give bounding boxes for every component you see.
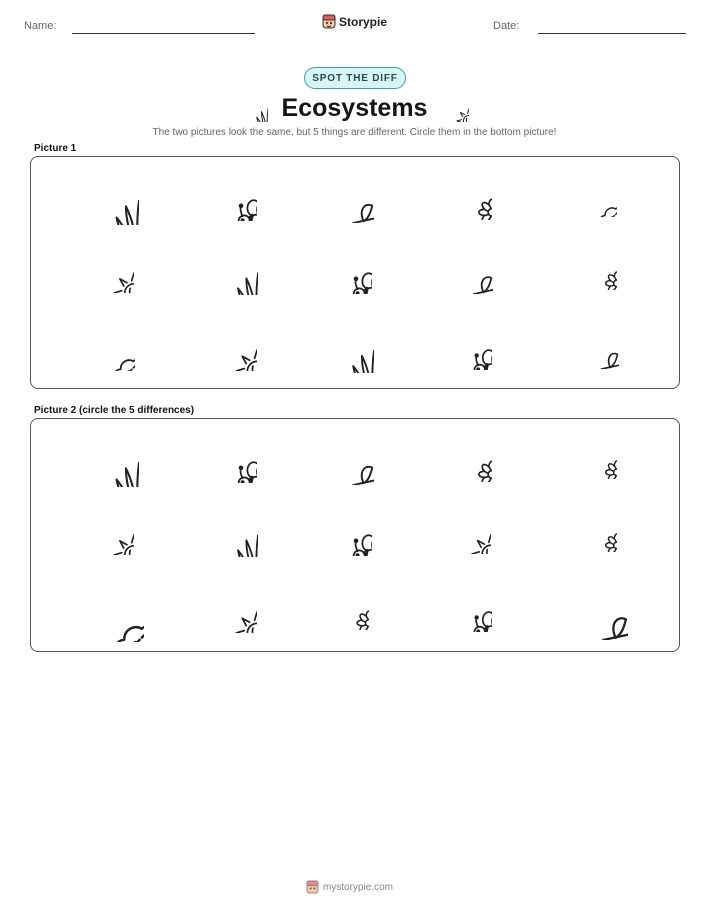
- storypie-mascot-icon: [306, 880, 319, 895]
- picture1-label: Picture 1: [34, 143, 77, 154]
- date-field[interactable]: [538, 33, 686, 34]
- bird-icon: [575, 325, 619, 369]
- flower-icon[interactable]: [327, 588, 369, 630]
- bird-icon[interactable]: [322, 433, 374, 485]
- instructions: The two pictures look the same, but 5 things are different. Circle them in the bottom picture!: [152, 127, 557, 138]
- bird-icon[interactable]: [566, 578, 628, 640]
- bee-icon[interactable]: [324, 508, 372, 556]
- bush-icon: [87, 323, 135, 371]
- flower-icon: [446, 174, 492, 220]
- name-field[interactable]: [72, 33, 255, 34]
- page-title: Ecosystems: [281, 94, 428, 122]
- sun-icon[interactable]: [447, 510, 491, 554]
- footer: [306, 880, 393, 895]
- sun-icon: [88, 247, 134, 293]
- date-label: Date:: [493, 20, 520, 32]
- sun-icon[interactable]: [209, 585, 257, 633]
- plant-icon[interactable]: [83, 431, 139, 487]
- sun-icon[interactable]: [88, 509, 134, 555]
- name-label: Name:: [24, 20, 57, 32]
- bee-icon: [209, 173, 257, 221]
- bush-icon: [577, 177, 617, 217]
- plant-icon[interactable]: [208, 507, 258, 557]
- sun-icon: [441, 92, 469, 122]
- plant-icon: [322, 321, 374, 373]
- bee-icon[interactable]: [446, 586, 492, 632]
- flower-icon[interactable]: [577, 512, 617, 552]
- bush-icon[interactable]: [78, 576, 144, 642]
- bee-icon[interactable]: [209, 435, 257, 483]
- bee-icon: [324, 246, 372, 294]
- footer-url: mystorypie.com: [323, 882, 394, 893]
- picture2-panel: [30, 418, 680, 652]
- flower-icon[interactable]: [446, 436, 492, 482]
- picture2-label: Picture 2 (circle the 5 differences): [34, 405, 195, 416]
- flower-icon: [577, 250, 617, 290]
- bird-icon: [322, 171, 374, 223]
- brand-logo: [322, 14, 387, 30]
- plant-icon: [83, 169, 139, 225]
- bee-icon: [446, 324, 492, 370]
- activity-badge: SPOT THE DIFF: [304, 67, 406, 89]
- picture1-panel: [30, 156, 680, 389]
- bird-icon: [445, 246, 493, 294]
- storypie-mascot-icon: [322, 14, 336, 30]
- plant-icon: [208, 245, 258, 295]
- brand-name: Storypie: [339, 15, 388, 29]
- sun-icon: [209, 323, 257, 371]
- flower-icon[interactable]: [577, 439, 617, 479]
